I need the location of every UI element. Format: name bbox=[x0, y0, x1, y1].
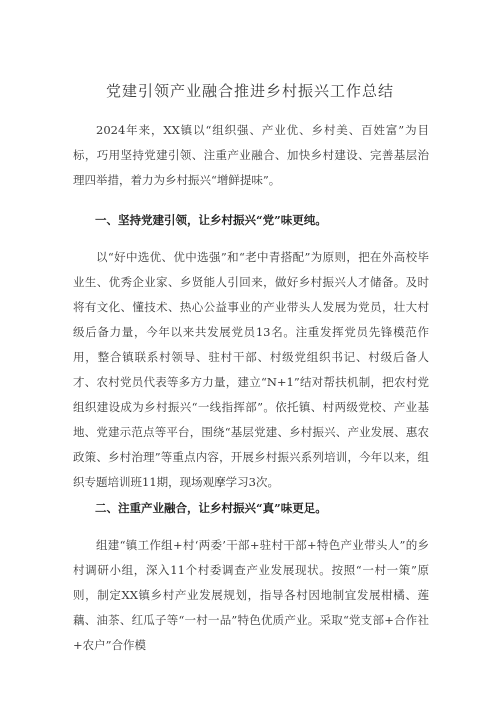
section-2-paragraph: 组建“镇工作组+村‘两委’干部+驻村干部+特色产业带头人”的乡村调研小组，深入11个村委调查产业发展现状。按照“一村一策”原则，制定XX镇乡村产业发展规划，指导各村因地制宜发展柑橘、莲藕、油茶、红瓜子等“一村一品”特色优质产业。采取“党支部+合作社+农户”合作模 bbox=[73, 538, 429, 652]
section-2-heading: 二、注重产业融合，让乡村振兴“真”味更足。 bbox=[95, 501, 327, 515]
document-title: 党建引领产业融合推进乡村振兴工作总结 bbox=[105, 82, 394, 100]
section-1-paragraph: 以“好中选优、优中选强”和“老中青搭配”为原则，把在外高校毕业生、优秀企业家、乡贤能人引回来，做好乡村振兴人才储备。及时将有文化、懂技术、热心公益事业的产业带头人发展为党员，壮大村级后备力量，今年以来共发展党员13名。注重发挥党员先锋模范作用，整合镇联系村领导、驻村干部、村级党组织书记、村级后备人才、农村党员代表等多方力量，建立“N+1”结对帮扶机制，把农村党组织建设成为乡村振兴“一线指挥部”。依托镇、村两级党校、产业基地、党建示范点等平台，围绕“基层党建、乡村振兴、产业发展、惠农政策、乡村治理”等重点内容，开展乡村振兴系列培训，今年以来，组织专题培训班11期，现场观摩学习3次。 bbox=[73, 250, 429, 489]
section-1-heading: 一、坚持党建引领，让乡村振兴“党”味更纯。 bbox=[95, 213, 327, 227]
intro-paragraph: 2024年来，XX镇以“组织强、产业优、乡村美、百姓富”为目标，巧用坚持党建引领、注重产业融合、加快乡村建设、完善基层治理四举措，着力为乡村振兴“增鲜提味”。 bbox=[73, 123, 429, 187]
